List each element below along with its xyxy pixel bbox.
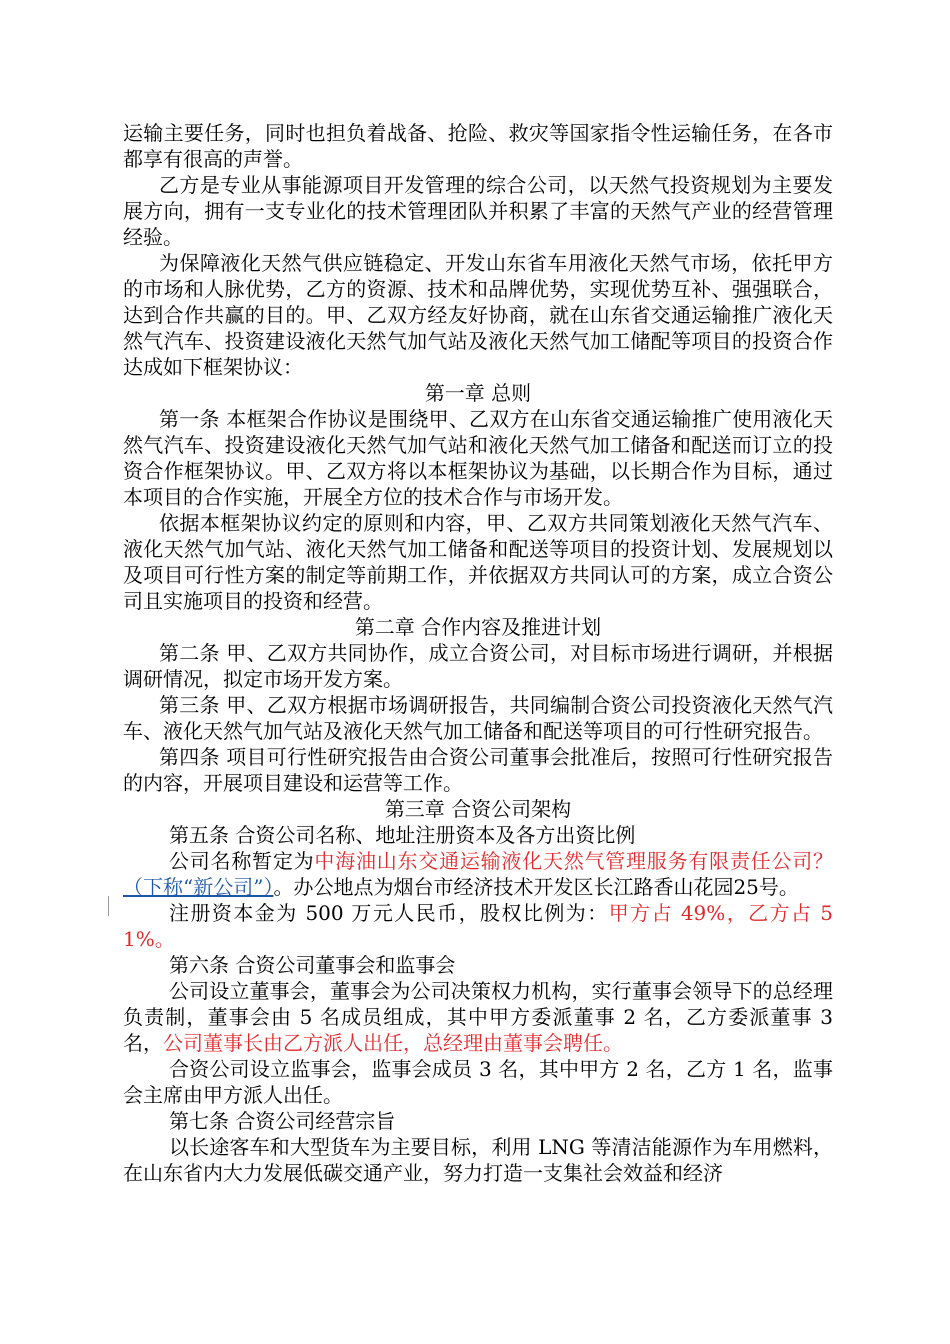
article-1: 第一条 本框架合作协议是围绕甲、乙双方在山东省交通运输推广使用液化天然气汽车、投资建设液化天然气加气站和液化天然气加工储备和配送而订立的投资合作框架协议。甲、乙双方将以本框架协议为基础，以长期合作为目标，通过本项目的合作实施，开展全方位的技术合作与市场开发。 — [123, 407, 833, 509]
document-body — [123, 120, 833, 1186]
chairman-highlight: 公司董事长由乙方派人出任，总经理由董事会聘任。 — [163, 1031, 623, 1055]
article-5: 第五条 合资公司名称、地址注册资本及各方出资比例 — [169, 823, 636, 847]
capital-text: 注册资本金为 500 万元人民币，股权比例为： — [169, 901, 609, 925]
article-2: 第二条 甲、乙双方共同协作，成立合资公司，对目标市场进行调研，并根据调研情况，拟定市场开发方案。 — [123, 641, 833, 691]
company-name-paragraph — [123, 848, 833, 900]
board-text: 公司设立董事会，董事会为公司决策权力机构，实行董事会领导下的总经理负责制，董事会由 5 名成员组成，其中甲方委派董事 2 名，乙方委派董事 3 名， — [123, 979, 833, 1055]
revision-change-bar — [108, 896, 109, 916]
paragraph-transport-tasks: 运输主要任务，同时也担负着战备、抢险、救灾等国家指令性运输任务，在各市都享有很高的声誉。 — [123, 121, 833, 171]
chapter-1-heading: 第一章 总则 — [424, 381, 532, 405]
paragraph-party-b-intro: 乙方是专业从事能源项目开发管理的综合公司，以天然气投资规划为主要发展方向，拥有一支专业化的技术管理团队并积累了丰富的天然气产业的经营管理经验。 — [123, 173, 833, 249]
board-paragraph — [123, 978, 833, 1056]
company-alias-inserted: （下称“新公司”） — [123, 875, 274, 899]
article-3: 第三条 甲、乙双方根据市场调研报告，共同编制合资公司投资液化天然气汽车、液化天然气加气站及液化天然气加工储备和配送等项目的可行性研究报告。 — [123, 693, 833, 743]
company-name-prefix: 公司名称暂定为 — [169, 849, 315, 873]
article-6: 第六条 合资公司董事会和监事会 — [169, 953, 456, 977]
paragraph-purpose: 为保障液化天然气供应链稳定、开发山东省车用液化天然气市场，依托甲方的市场和人脉优势，乙方的资源、技术和品牌优势，实现优势互补、强强联合，达到合作共赢的目的。甲、乙双方经友好协商，就在山东省交通运输推广液化天然气汽车、投资建设液化天然气加气站及液化天然气加工储配等项目的投资合作达成如下框架协议： — [123, 251, 833, 379]
chapter-2-heading: 第二章 合作内容及推进计划 — [354, 615, 602, 639]
equity-ratio-highlight: 甲方占 49%，乙方占 51%。 — [123, 901, 833, 951]
article-4: 第四条 项目可行性研究报告由合资公司董事会批准后，按照可行性研究报告的内容，开展项目建设和运营等工作。 — [123, 745, 833, 795]
company-name-highlight: 中海油山东交通运输液化天然气管理服务有限责任公司？ — [314, 849, 834, 873]
supervisory-board-paragraph: 合资公司设立监事会，监事会成员 3 名，其中甲方 2 名，乙方 1 名，监事会主席由甲方派人出任。 — [123, 1057, 833, 1107]
business-purpose-paragraph: 以长途客车和大型货车为主要目标，利用 LNG 等清洁能源作为车用燃料，在山东省内大力发展低碳交通产业，努力打造一支集社会效益和经济 — [123, 1135, 833, 1185]
article-1-paragraph-2: 依据本框架协议约定的原则和内容，甲、乙双方共同策划液化天然气汽车、液化天然气加气站、液化天然气加工储备和配送等项目的投资计划、发展规划以及项目可行性方案的制定等前期工作，并依据双方共同认可的方案，成立合资公司且实施项目的投资和经营。 — [123, 511, 833, 613]
registered-capital-paragraph — [123, 900, 833, 952]
company-address: 。办公地点为烟台市经济技术开发区长江路香山花园25号。 — [273, 875, 799, 899]
chapter-3-heading: 第三章 合资公司架构 — [384, 797, 572, 821]
article-7: 第七条 合资公司经营宗旨 — [169, 1109, 396, 1133]
